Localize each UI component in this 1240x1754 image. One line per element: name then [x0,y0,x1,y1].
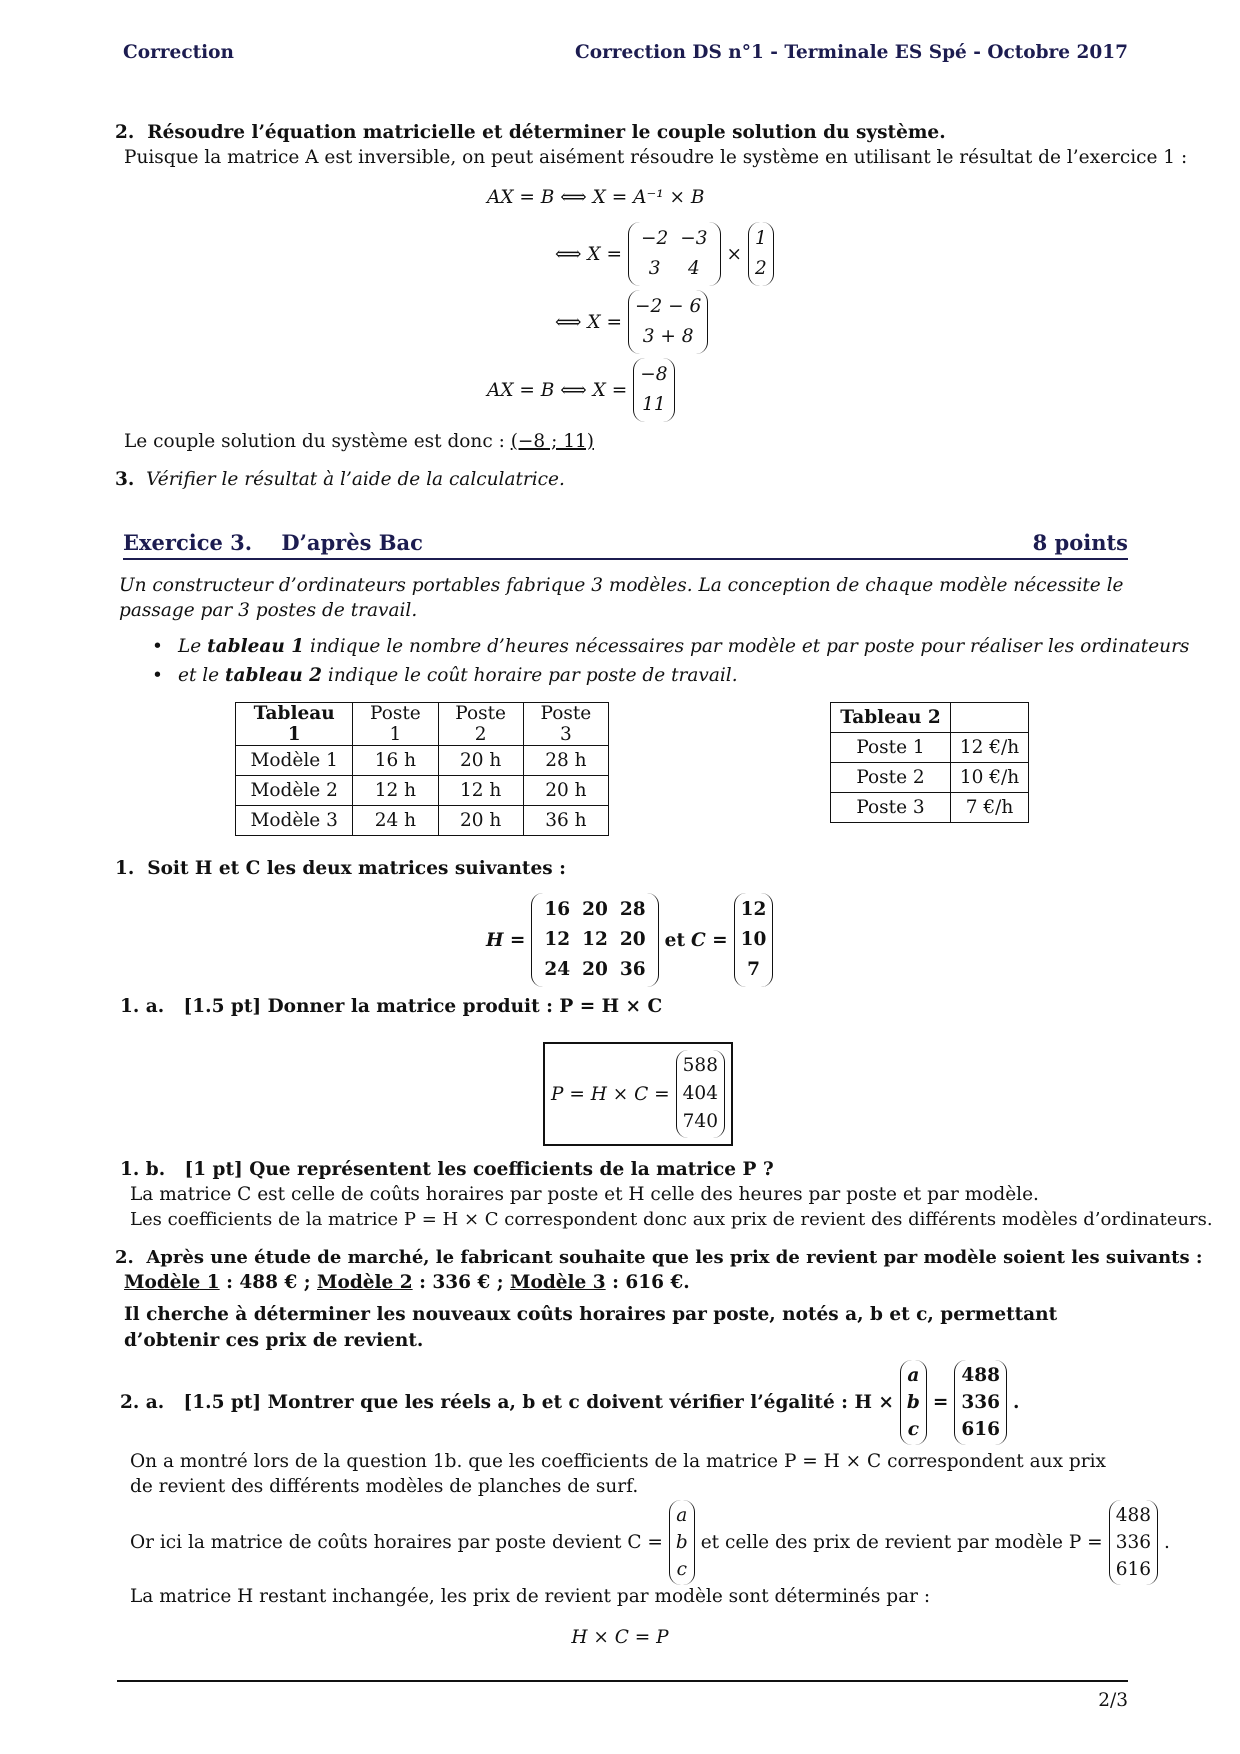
text-fragment [538,925,651,955]
exercise-title [123,530,423,555]
text-fragment: 12 [544,929,571,950]
text-fragment [635,224,714,254]
text-fragment: P = H × C = [551,1083,670,1105]
part-2a-last: La matrice H restant inchangée, les prix de revient par modèle sont déterminés par : [130,1586,931,1607]
text-fragment: −2 [640,228,669,249]
text-fragment: Poste 1 [831,733,951,763]
text-fragment: H = [486,929,526,951]
text-fragment: indique le coût horaire par poste de travail. [322,665,738,686]
vector-b [748,222,774,286]
text-fragment [635,224,714,284]
part-2a-title [120,1360,1019,1445]
text-fragment: 20 [619,929,646,950]
text-fragment: Montrer que les réels a, b et c doivent vérifier l’égalité : H × [267,1392,894,1413]
matrix [633,358,674,422]
table-row [831,763,1029,793]
question-3 [115,469,565,490]
text-fragment [236,703,609,746]
text-fragment [538,895,651,925]
text-fragment: 12 h [353,776,438,806]
text-fragment: 2 [755,258,767,279]
text-fragment: Modèle 1 [236,746,353,776]
text-fragment: et celle des prix de revient par modèle P = [700,1532,1103,1553]
matrix-inverse [628,222,721,286]
couple-solution [124,431,594,452]
part-2-text: Il cherche à déterminer les nouveaux coûts horaires par poste, notés a, b et c, permettant d’obtenir ces prix de revient. [124,1304,1058,1351]
table-1 [235,702,609,836]
text-fragment: Modèle 2 [317,1272,413,1293]
text-fragment: Que représentent les coefficients de la matrice P ? [249,1159,774,1180]
text-fragment: indique le nombre d’heures nécessaires par modèle et par poste pour réaliser les ordinateurs [304,636,1190,657]
text-fragment: 336 [961,1392,1000,1413]
text-fragment: Or ici la matrice de coûts horaires par poste devient C = [130,1532,663,1553]
text-fragment: [1.5 pt] [183,1392,262,1413]
text-fragment: D’après Bac [281,530,423,555]
final-equation: H × C = P [571,1627,669,1648]
text-fragment: 24 h [353,806,438,836]
part-2a-or-line [130,1500,1170,1585]
question-2-title [115,122,946,143]
text-fragment: 2. a. [120,1392,165,1413]
matrix [734,893,774,987]
part-1b-title [120,1159,774,1180]
text-fragment: a [676,1505,688,1526]
text-fragment: 28 [619,899,646,920]
text-fragment: et [664,929,685,951]
matrix [1109,1500,1158,1585]
text-fragment: 20 h [438,746,523,776]
text-fragment [831,703,1029,733]
text-fragment: : 336 € ; [412,1272,510,1293]
matrix [954,1360,1007,1445]
text-fragment: −2 − 6 [634,296,702,317]
exercise-rule [123,558,1128,560]
text-fragment [538,895,651,985]
text-fragment: 3 [648,258,661,279]
text-fragment: Après une étude de marché, le fabricant souhaite que les prix de revient par modèle soient les suivants : [146,1247,1203,1268]
part-2-models [124,1272,690,1293]
text-fragment: 12 €/h [951,733,1029,763]
text-fragment: 3 + 8 [642,326,694,347]
matrix [628,290,708,354]
text-fragment: × [726,243,743,265]
matrix [531,893,658,987]
part-1b-line-1: La matrice C est celle de coûts horaires par poste et H celle des heures par poste et par modèle. [130,1184,1039,1205]
text-fragment: 36 h [523,806,608,836]
equation-3 [555,290,708,354]
footer-rule [117,1680,1128,1682]
text-fragment: [1 pt] [184,1159,243,1180]
text-fragment: ⟺ X = [555,243,622,265]
table-row [236,806,609,836]
text-fragment [635,254,714,284]
part-2a-line-1: On a montré lors de la question 1b. que les coefficients de la matrice P = H × C correspondent aux prix de revient des différents modèles de planches de surf. [130,1451,1106,1497]
text-fragment: Poste 3 [831,793,951,823]
text-fragment: 2. [115,122,135,143]
text-fragment: 28 h [523,746,608,776]
text-fragment [120,1392,894,1413]
text-fragment: Soit H et C les deux matrices suivantes : [147,858,566,879]
text-fragment: −3 [680,228,708,249]
text-fragment: ⟺ X = [555,311,622,333]
text-fragment: (−8 ; 11) [510,431,594,452]
text-fragment: Modèle 2 [236,776,353,806]
text-fragment [236,703,609,836]
equation-2 [555,222,774,286]
text-fragment: 404 [682,1083,718,1104]
text-fragment: AX = B ⟺ X = [487,379,628,401]
text-fragment: Tableau 2 [831,703,951,733]
text-fragment: 488 [1115,1505,1151,1526]
text-fragment: 12 h [438,776,523,806]
exercise-intro: Un constructeur d’ordinateurs portables fabrique 3 modèles. La conception de chaque modèle nécessite le passage par 3 postes de travail. [119,575,1124,621]
text-fragment: 10 €/h [951,763,1029,793]
exercise-points: 8 points [1032,530,1128,555]
text-fragment: 12 [740,899,767,920]
table-row [831,793,1029,823]
text-fragment: −8 [640,364,668,385]
page-number: 2/3 [1098,1690,1128,1711]
part-1b-line-2: Les coefficients de la matrice P = H × C correspondent donc aux prix de revient des différents modèles d’ordinateurs. [130,1209,1213,1230]
text-fragment: Exercice 3. [123,530,253,555]
text-fragment: Modèle 1 [124,1272,220,1293]
text-fragment: et le [178,665,226,686]
text-fragment: Poste 1 [353,703,438,746]
text-fragment: 36 [619,959,646,980]
text-fragment: . [1012,1392,1020,1413]
part-1-title [115,858,566,879]
matrix [676,1050,725,1138]
text-fragment: = [932,1392,949,1413]
text-fragment: 20 h [438,806,523,836]
text-fragment [831,703,1029,823]
text-fragment: 1. b. [120,1159,166,1180]
text-fragment: 1. a. [120,996,165,1017]
text-fragment: 24 [544,959,571,980]
text-fragment: 4 [688,258,700,279]
header-left: Correction [123,42,234,63]
text-fragment: 12 [582,929,608,950]
text-fragment: 7 [747,959,760,980]
equation-4 [487,358,675,422]
text-fragment: 20 [582,959,608,980]
text-fragment: Le [178,636,208,657]
text-fragment: a [907,1365,920,1386]
table-row [236,776,609,806]
text-fragment: 16 h [353,746,438,776]
text-fragment: Tableau 1 [236,703,353,746]
text-fragment: c [907,1419,919,1440]
text-fragment [951,703,1029,733]
header-right: Correction DS n°1 - Terminale ES Spé - Octobre 2017 [575,42,1128,63]
text-fragment: 1. [115,858,135,879]
part-1a-title [120,996,662,1017]
matrix [669,1500,695,1585]
equation-1: AX = B ⟺ X = A⁻¹ × B [487,187,705,208]
text-fragment: Le couple solution du système est donc : [124,431,505,452]
text-fragment: c [676,1559,687,1580]
bullet-2 [178,665,738,686]
text-fragment [538,895,651,985]
text-fragment: 7 €/h [951,793,1029,823]
text-fragment: 3. [115,469,135,490]
table-row [236,746,609,776]
bullet-1 [178,636,1189,657]
question-2-text: Puisque la matrice A est inversible, on peut aisément résoudre le système en utilisant le résultat de l’exercice 1 : [124,147,1188,168]
text-fragment: b [906,1392,920,1413]
text-fragment: Résoudre l’équation matricielle et déterminer le couple solution du système. [147,122,946,143]
text-fragment: [1.5 pt] [183,996,262,1017]
text-fragment: Modèle 3 [236,806,353,836]
matrices-h-c [486,893,773,987]
text-fragment: Modèle 3 [510,1272,606,1293]
text-fragment: 616 [961,1419,1000,1440]
text-fragment: tableau 1 [207,636,305,657]
text-fragment: C = [691,929,728,951]
text-fragment: 588 [682,1055,718,1076]
text-fragment: 11 [642,394,666,415]
text-fragment: : 488 € ; [219,1272,317,1293]
table-row [831,733,1029,763]
text-fragment: 616 [1115,1559,1151,1580]
text-fragment: 16 [544,899,571,920]
text-fragment [635,224,714,284]
text-fragment: Vérifier le résultat à l’aide de la calculatrice. [146,469,565,490]
text-fragment: . [1164,1532,1170,1553]
text-fragment: 336 [1115,1532,1151,1553]
text-fragment: Poste 3 [523,703,608,746]
text-fragment: 20 h [523,776,608,806]
matrix [900,1360,927,1445]
table-2 [830,702,1029,823]
text-fragment [538,955,651,985]
text-fragment: Poste 2 [831,763,951,793]
text-fragment: 2. [115,1247,134,1268]
text-fragment: 20 [582,899,608,920]
part-2-title [115,1247,1203,1268]
text-fragment: 1 [755,228,767,249]
text-fragment: Poste 2 [438,703,523,746]
text-fragment: 740 [682,1111,718,1132]
text-fragment: tableau 2 [225,665,323,686]
text-fragment: b [675,1532,688,1553]
result-box [543,1042,733,1146]
text-fragment: 10 [740,929,767,950]
text-fragment: 488 [961,1365,1000,1386]
text-fragment: Donner la matrice produit : P = H × C [267,996,663,1017]
text-fragment: : 616 €. [605,1272,690,1293]
